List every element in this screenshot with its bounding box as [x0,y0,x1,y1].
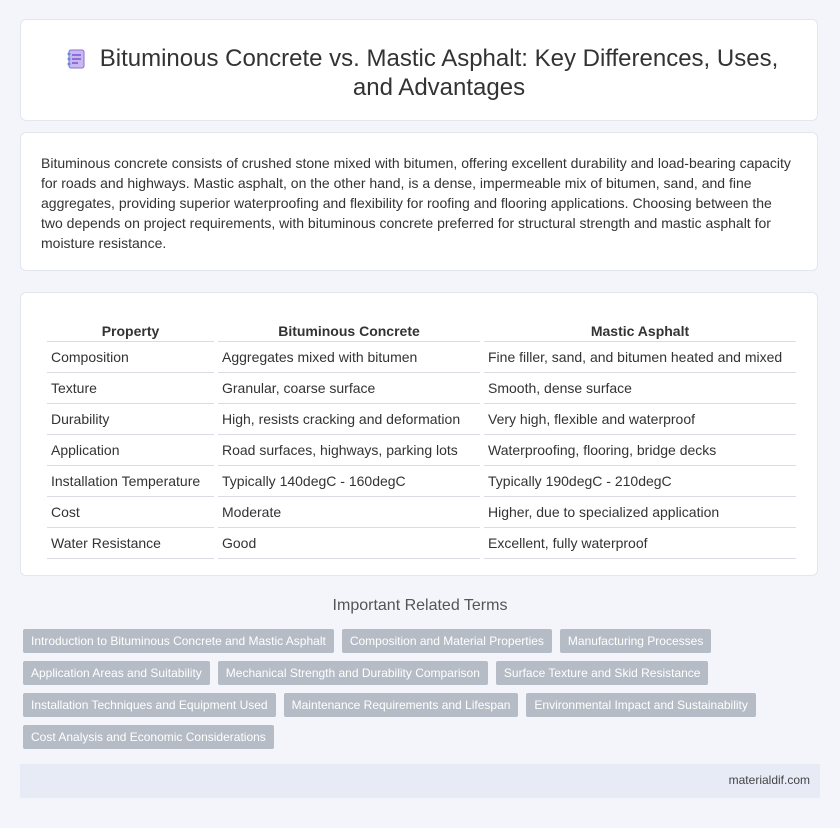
table-cell: Smooth, dense surface [484,373,796,404]
table-header-row [47,313,796,342]
table-cell: Excellent, fully waterproof [484,528,796,559]
related-term-tag[interactable]: Maintenance Requirements and Lifespan [284,693,519,717]
intro-paragraph: Bituminous concrete consists of crushed stone mixed with bitumen, offering excellent durability and load-bearing capacity for roads and highways. Mastic asphalt, on the other hand, is a dense, impermeable mix of bitumen, sand, and fine aggregates, providing superior waterproofing and flexibility for roofing and flooring applications. Choosing between the two depends on project requirements, with bituminous concrete preferred for structural strength and mastic asphalt for moisture resistance. [41,155,791,251]
intro-card [20,132,818,271]
related-terms-list [23,629,813,749]
related-term-tag[interactable]: Composition and Material Properties [342,629,552,653]
title-card [20,19,818,121]
table-cell: Typically 140degC - 160degC [218,466,480,497]
table-cell: Very high, flexible and waterproof [484,404,796,435]
table-cell: Aggregates mixed with bitumen [218,342,480,373]
table-row [47,466,796,497]
table-row [47,435,796,466]
related-term-tag[interactable]: Introduction to Bituminous Concrete and Mastic Asphalt [23,629,334,653]
related-term-tag[interactable]: Environmental Impact and Sustainability [526,693,755,717]
table-cell: Waterproofing, flooring, bridge decks [484,435,796,466]
table-cell: Application [47,435,214,466]
related-term-tag[interactable]: Application Areas and Suitability [23,661,210,685]
table-cell: High, resists cracking and deformation [218,404,480,435]
table-cell: Moderate [218,497,480,528]
related-term-tag[interactable]: Cost Analysis and Economic Considerations [23,725,274,749]
table-row [47,342,796,373]
table-cell: Durability [47,404,214,435]
table-cell: Composition [47,342,214,373]
table-cell: Higher, due to specialized application [484,497,796,528]
table-cell: Fine filler, sand, and bitumen heated and mixed [484,342,796,373]
table-cell: Road surfaces, highways, parking lots [218,435,480,466]
table-cell: Texture [47,373,214,404]
header-mastic-asphalt: Mastic Asphalt [484,313,796,342]
header-property: Property [47,313,214,342]
table-row [47,404,796,435]
footer [20,764,820,798]
table-cell: Good [218,528,480,559]
page-title: Bituminous Concrete vs. Mastic Asphalt: Key Differences, Uses, and Advantages [99,45,779,101]
table-cell: Typically 190degC - 210degC [484,466,796,497]
related-terms-heading: Important Related Terms [332,597,508,614]
table-cell: Water Resistance [47,528,214,559]
footer-site-link[interactable]: materialdif.com [728,773,810,787]
table-row [47,528,796,559]
related-term-tag[interactable]: Surface Texture and Skid Resistance [496,661,709,685]
related-term-tag[interactable]: Manufacturing Processes [560,629,711,653]
table-row [47,373,796,404]
related-term-tag[interactable]: Installation Techniques and Equipment Used [23,693,276,717]
comparison-card [20,292,818,576]
table-cell: Installation Temperature [47,466,214,497]
table-cell: Granular, coarse surface [218,373,480,404]
table-cell: Cost [47,497,214,528]
related-term-tag[interactable]: Mechanical Strength and Durability Comparison [218,661,488,685]
header-bituminous-concrete: Bituminous Concrete [218,313,480,342]
table-row [47,497,796,528]
comparison-table [43,313,800,559]
